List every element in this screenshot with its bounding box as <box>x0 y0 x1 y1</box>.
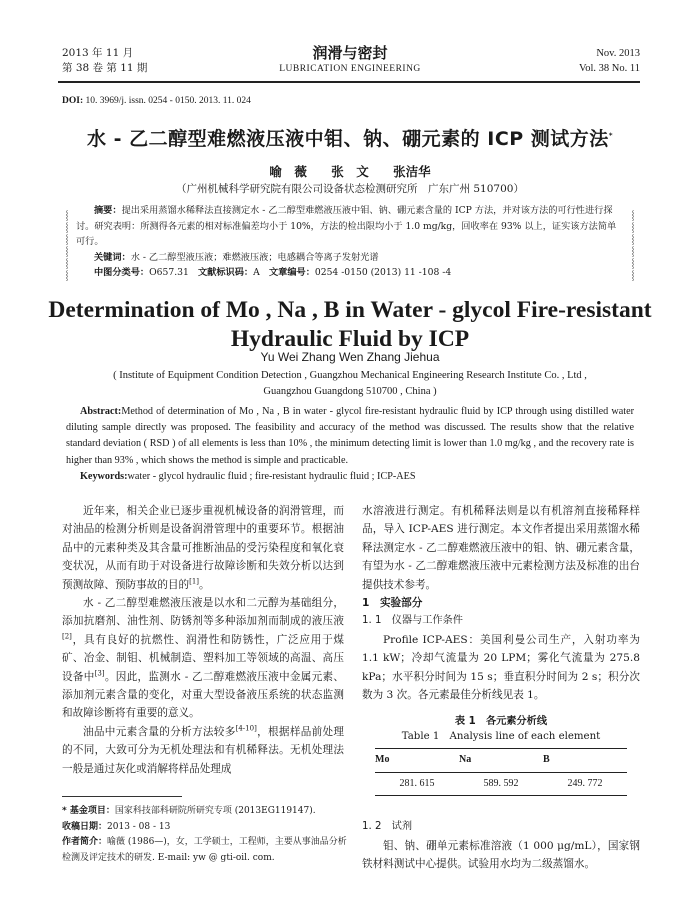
authors-cn <box>0 162 700 180</box>
title-en <box>0 296 700 354</box>
body-text: 。因此，监测水 - 乙二醇难燃液压液中金属元素、添加剂元素含量的变化，对重大型设备液压系统的状态监测和故障诊断将有重要的意义。 <box>62 670 345 720</box>
author-cn: 张洁华 <box>393 164 431 179</box>
clc-label: 中图分类号： <box>94 267 150 278</box>
abstract-cn <box>76 203 624 281</box>
affiliation-en-line2: Guangzhou Guangdong 510700 , China ) <box>263 386 437 397</box>
affiliation-en <box>70 368 630 400</box>
author-bio-text: 喻薇 (1986—)，女，工学硕士，工程师，主要从事油品分析检测及评定技术的研发. E-mail: yw @ gti-oil. com. <box>62 837 347 863</box>
table-header-cell: B <box>543 749 627 772</box>
table-header-row <box>375 749 627 772</box>
affiliation-en-line1: ( Institute of Equipment Condition Detection , Guangzhou Mechanical Engineering Research Institute Co. , Ltd , <box>113 370 587 381</box>
table-caption-cn: 各元素分析线 <box>485 716 548 728</box>
received-date: 2013 - 08 - 13 <box>107 821 171 832</box>
issue-date-cn: 2013 年 11 月 <box>62 47 134 59</box>
header-divider <box>58 81 640 83</box>
doi-line <box>62 96 251 106</box>
issue-date-en: Nov. 2013 <box>596 48 640 59</box>
table-header-cell: Mo <box>375 749 459 772</box>
body-paragraph: 钼、钠、硼单元素标准溶液（1 000 μg/mL），国家钢铁材料测试中心提供。试验用水均为二级蒸馏水。 <box>362 839 640 871</box>
clc-value: O657.31 <box>149 267 189 278</box>
classification-line <box>76 265 624 281</box>
table-cell: 589. 592 <box>459 772 543 795</box>
affiliation-cn: （广州机械科学研究院有限公司设备状态检测研究所 广东广州 510700） <box>176 183 524 195</box>
body-text: 油品中元素含量的分析方法较多 <box>83 725 236 738</box>
received-label: 收稿日期： <box>62 821 108 832</box>
body-text: 。 <box>199 578 210 591</box>
funding-text: 国家科技部科研院所研究专项 (2013EG119147). <box>114 806 316 816</box>
funding-label: * 基金项目： <box>62 806 115 816</box>
author-cn: 张 文 <box>331 164 369 179</box>
journal-name-cn: 润滑与密封 <box>312 44 388 62</box>
footnote-divider <box>62 796 182 797</box>
running-header-right <box>579 46 640 76</box>
section-heading: 1 实验部分 <box>362 597 423 610</box>
body-left-column <box>62 502 344 778</box>
authors-en: Yu Wei Zhang Wen Zhang Jiehua <box>260 350 440 364</box>
volume-issue-en: Vol. 38 No. 11 <box>579 63 640 74</box>
keywords-cn <box>76 250 624 266</box>
abstract-cn-paragraph <box>76 203 624 250</box>
volume-issue-cn: 第 38 卷 第 11 期 <box>62 62 148 74</box>
article-no-value: 0254 -0150 (2013) 11 -108 -4 <box>314 267 452 278</box>
keywords-en <box>66 469 634 485</box>
journal-name-en: LUBRICATION ENGINEERING <box>279 64 421 74</box>
body-right-column <box>362 502 640 874</box>
table-header-cell: Na <box>459 749 543 772</box>
table-caption-en: Table 1 Analysis line of each element <box>401 731 601 743</box>
article-no-label: 文章编号： <box>268 267 315 278</box>
table-cell: 281. 615 <box>375 772 459 795</box>
table-cell: 249. 772 <box>543 772 627 795</box>
table-row <box>375 772 627 795</box>
body-text: ，具有良好的抗燃性、润滑性和防锈性，广泛应用于煤矿、冶金、制钼、机械制造、塑料加工等领域的高温、高压设备中 <box>62 633 344 683</box>
body-paragraph <box>62 594 344 723</box>
abstract-en-label: Abstract: <box>80 406 122 417</box>
subsection-heading: 1. 1 仪器与工作条件 <box>362 615 463 627</box>
funding-note <box>62 804 352 820</box>
title-cn-text: 水 - 乙二醇型难燃液压液中钼、钠、硼元素的 ICP 测试方法 <box>87 128 609 150</box>
body-paragraph: 水溶液进行测定。有机稀释法则是以有机溶剂直接稀释样品，导入 ICP-AES 进行测定。本文作者提出采用蒸馏水稀释法测定水 - 乙二醇难燃液压液中的钼、钠、硼元素含量，有望为水 - 乙二醇难燃液压液中元素检测方法及标准的出台提供技术参考。 <box>362 505 640 591</box>
citation-ref: [1] <box>189 577 200 586</box>
citation-ref: [3] <box>94 669 105 678</box>
keywords-cn-label: 关键词： <box>94 251 131 263</box>
footnotes <box>62 804 352 866</box>
keywords-en-label: Keywords: <box>80 470 128 482</box>
author-cn: 喻 薇 <box>269 164 307 179</box>
doi-value: 10. 3969/j. issn. 0254 - 0150. 2013. 11. 024 <box>83 96 251 106</box>
keywords-cn-text: 水 - 乙二醇型液压液；难燃液压液；电感耦合等离子发射光谱 <box>130 251 379 263</box>
body-paragraph <box>62 723 344 778</box>
body-text: ，根据样品前处理的不同，大致可分为无机处理法和有机稀释法。无机处理法一般是通过灰化或消解将样品处理成 <box>62 725 345 775</box>
keywords-en-text: water - glycol hydraulic fluid ; fire-resistant hydraulic fluid ; ICP-AES <box>127 470 416 482</box>
title-cn <box>0 124 700 151</box>
citation-ref: [4-10] <box>235 724 257 733</box>
bracket-left-decoration: ⸾ ⸾ ⸾ ⸾ ⸾ ⸾ <box>65 211 69 281</box>
table-caption <box>362 714 640 744</box>
abstract-en-paragraph <box>66 404 634 469</box>
abstract-cn-label: 摘要： <box>94 205 122 216</box>
title-en-line2: Hydraulic Fluid by ICP <box>230 326 470 352</box>
body-paragraph <box>62 502 344 594</box>
subsection-heading: 1. 2 试剂 <box>362 821 413 833</box>
author-bio-label: 作者简介： <box>62 837 108 847</box>
bracket-right-decoration: ⸾ ⸾ ⸾ ⸾ ⸾ ⸾ <box>631 211 635 281</box>
doc-code-value: A <box>253 267 260 278</box>
analysis-line-table <box>375 748 627 796</box>
body-text: 近年来，相关企业已逐步重视机械设备的润滑管理，而对油品的检测分析则是设备润滑管理中的重要环节。根据油品中的元素种类及其含量可推断油品的受污染程度和氧化衰变状况，从而有助于对设备进行故障诊断和失效分析以达到预测故障、预防事故的目的 <box>62 505 344 591</box>
title-en-line1: Determination of Mo , Na , B in Water - glycol Fire-resistant <box>48 297 652 323</box>
table-caption-number: 表 1 <box>454 716 476 728</box>
doc-code-label: 文献标识码： <box>198 267 254 278</box>
abstract-en <box>66 404 634 485</box>
received-date-note <box>62 820 352 836</box>
title-footnote-mark: * <box>608 131 613 140</box>
body-paragraph: Profile ICP-AES：美国利曼公司生产，入射功率为 1.1 kW；冷却气流量为 20 LPM；雾化气流量为 275.8 kPa；水平积分时间为 15 s；垂直积分时间为 2 s；积分次数为 3 次。各元素最佳分析线见表 1。 <box>362 633 640 702</box>
body-text: 水 - 乙二醇型难燃液压液是以水和二元醇为基础组分，添加抗磨剂、油性剂、防锈剂等多种添加剂而制成的液压液 <box>62 597 344 628</box>
citation-ref: [2] <box>62 632 72 641</box>
abstract-en-text: Method of determination of Mo , Na , B in water - glycol fire-resistant hydraulic fluid by ICP through using distilled water diluting sample directly was proposed. The feasibility and accuracy of the method was discussed. The results show that the relative standard deviation ( RSD ) of all elements is less than 10% , the minimum detecting limit is lower than 1.0 mg/kg , and the recovery rate is higher than 93% , which shows the method is simple and practicable. <box>66 406 634 466</box>
abstract-cn-text: 提出采用蒸馏水稀释法直接测定水 - 乙二醇型难燃液压液中钼、钠、硼元素含量的 ICP 方法，并对该方法的可行性进行探讨。研究表明：所测得各元素的相对标准偏差均小于 10%，方法的检出限均小于 1.0 mg/kg，回收率在 93% 以上，证实该方法简单可行。 <box>76 205 617 247</box>
author-bio-note <box>62 835 352 866</box>
doi-label: DOI: <box>62 96 84 106</box>
